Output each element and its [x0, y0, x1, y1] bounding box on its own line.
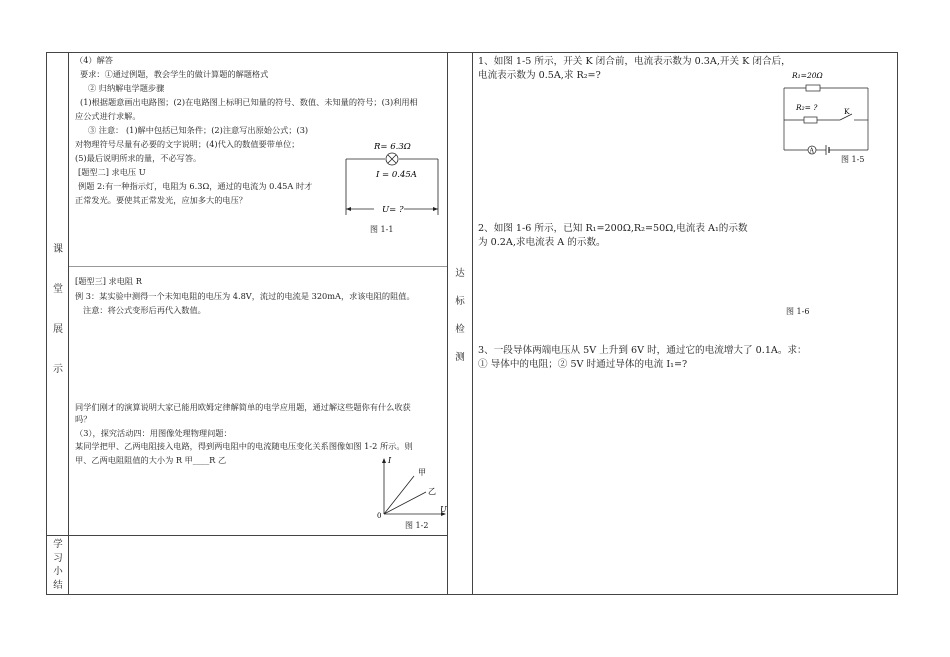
text-line: 应公式进行求解。: [75, 111, 141, 121]
line-yi-label: 乙: [428, 487, 436, 496]
ammeter-label: A: [809, 147, 814, 155]
text-line: 例题 2:有一种指示灯，电阻为 6.3Ω，通过的电流为 0.45A 时才: [78, 181, 313, 191]
line-jia-label: 甲: [418, 468, 426, 477]
side-label-char: 结: [53, 579, 63, 591]
side-label-char: 达: [455, 268, 465, 279]
figure-1-5-circuit: [778, 68, 874, 158]
side-label-summary: [50, 538, 66, 592]
column-divider-left-label: [68, 52, 69, 595]
x-axis-label: U: [440, 505, 447, 514]
text-line: （3），探究活动四：用图像处理物理问题：: [75, 428, 232, 438]
row-divider-thin: [69, 266, 447, 267]
question-2-line: 为 0.2A,求电流表 A 的示数。: [478, 237, 606, 248]
side-label-assessment: [452, 268, 468, 380]
text-line: 要求：①通过例题，教会学生的做计算题的解题格式: [80, 69, 269, 79]
text-line: ③ 注意： (1)解中包括已知条件；(2)注意写出原始公式；(3): [88, 125, 309, 135]
line-yi: [384, 492, 426, 514]
row-divider-summary: [46, 535, 448, 536]
text-line: 吗？: [75, 414, 92, 424]
side-label-char: 展: [53, 324, 63, 335]
switch-label: K: [844, 107, 850, 116]
resistance-label: R= 6.3Ω: [374, 142, 411, 152]
side-label-char: 堂: [53, 284, 63, 295]
origin-label: 0: [377, 512, 382, 520]
figure-1-2-graph: [372, 454, 448, 522]
resistor-r1-icon: [806, 85, 820, 91]
side-label-char: 示: [53, 364, 63, 375]
side-label-char: 检: [455, 324, 465, 335]
question-2-line: 2、如图 1-6 所示，已知 R₁=200Ω,R₂=50Ω,电流表 A₁的示数: [478, 223, 748, 234]
r1-label: R₁=20Ω: [792, 71, 823, 80]
text-line: ② 归纳解电学题步骤: [88, 83, 165, 93]
table-border-right: [897, 52, 898, 595]
side-label-char: 测: [455, 352, 465, 363]
question-3-line: 3、一段导体两端电压从 5V 上升到 6V 时，通过它的电流增大了 0.1A。求：: [478, 345, 807, 356]
side-label-char: 课: [53, 244, 63, 255]
side-label-char: 小: [53, 566, 63, 577]
line-jia: [384, 476, 414, 514]
text-line: [题型二] 求电压 U: [78, 167, 146, 177]
side-label-char: 学: [53, 539, 63, 550]
column-divider-middle-b: [472, 52, 473, 595]
text-line: (5)最后说明所求的量，不必写答。: [75, 153, 202, 163]
figure-1-5-caption: 图 1-5: [841, 155, 865, 164]
text-line: 注意：将公式变形后再代入数值。: [83, 305, 206, 315]
side-label-classroom-show: [50, 244, 66, 404]
figure-1-1-circuit: [338, 137, 448, 235]
r2-label: R₂= ?: [796, 103, 818, 112]
voltage-label: U= ?: [382, 205, 404, 215]
figure-1-6-caption: 图 1-6: [786, 307, 810, 316]
side-label-char: 习: [53, 552, 63, 564]
text-line: 甲、乙两电阻阻值的大小为 R 甲____R 乙: [75, 455, 227, 465]
text-line: （4）解答: [75, 55, 113, 65]
question-3-line: ① 导体中的电阻；② 5V 时通过导体的电流 I₁=?: [478, 359, 688, 370]
text-line: 某同学把甲、乙两电阻接入电路，得到两电阻中的电流随电压变化关系图像如图 1-2 所示。则: [75, 441, 413, 451]
figure-1-1-caption: 图 1-1: [370, 225, 394, 234]
text-line: 正常发光。要使其正常发光，应加多大的电压？: [75, 195, 247, 205]
text-line: [题型三] 求电阻 R: [75, 276, 142, 286]
text-line: 同学们刚才的演算说明大家已能用欧姆定律解简单的电学应用题，通过解这些题你有什么收获: [75, 402, 411, 412]
table-border-left: [46, 52, 47, 595]
text-line: (1)根据题意画出电路图；(2)在电路图上标明已知量的符号、数值、未知量的符号；(3)利用相: [80, 97, 418, 107]
text-line: 例 3：某实验中测得一个未知电阻的电压为 4.8V，流过的电流是 320mA，求该电阻的阻值。: [75, 291, 415, 301]
question-1-line: 1、如图 1-5 所示，开关 K 闭合前，电流表示数为 0.3A,开关 K 闭合后，: [478, 56, 791, 67]
resistor-r2-icon: [804, 117, 817, 123]
text-line: 对物理符号尽量有必要的文字说明；(4)代入的数值要带单位；: [75, 139, 300, 149]
question-1-line: 电流表示数为 0.5A,求 R₂=?: [478, 70, 601, 81]
side-label-char: 标: [455, 296, 465, 307]
current-label: I = 0.45A: [376, 170, 417, 180]
y-axis-label: I: [388, 456, 392, 465]
figure-1-2-caption: 图 1-2: [405, 521, 429, 530]
